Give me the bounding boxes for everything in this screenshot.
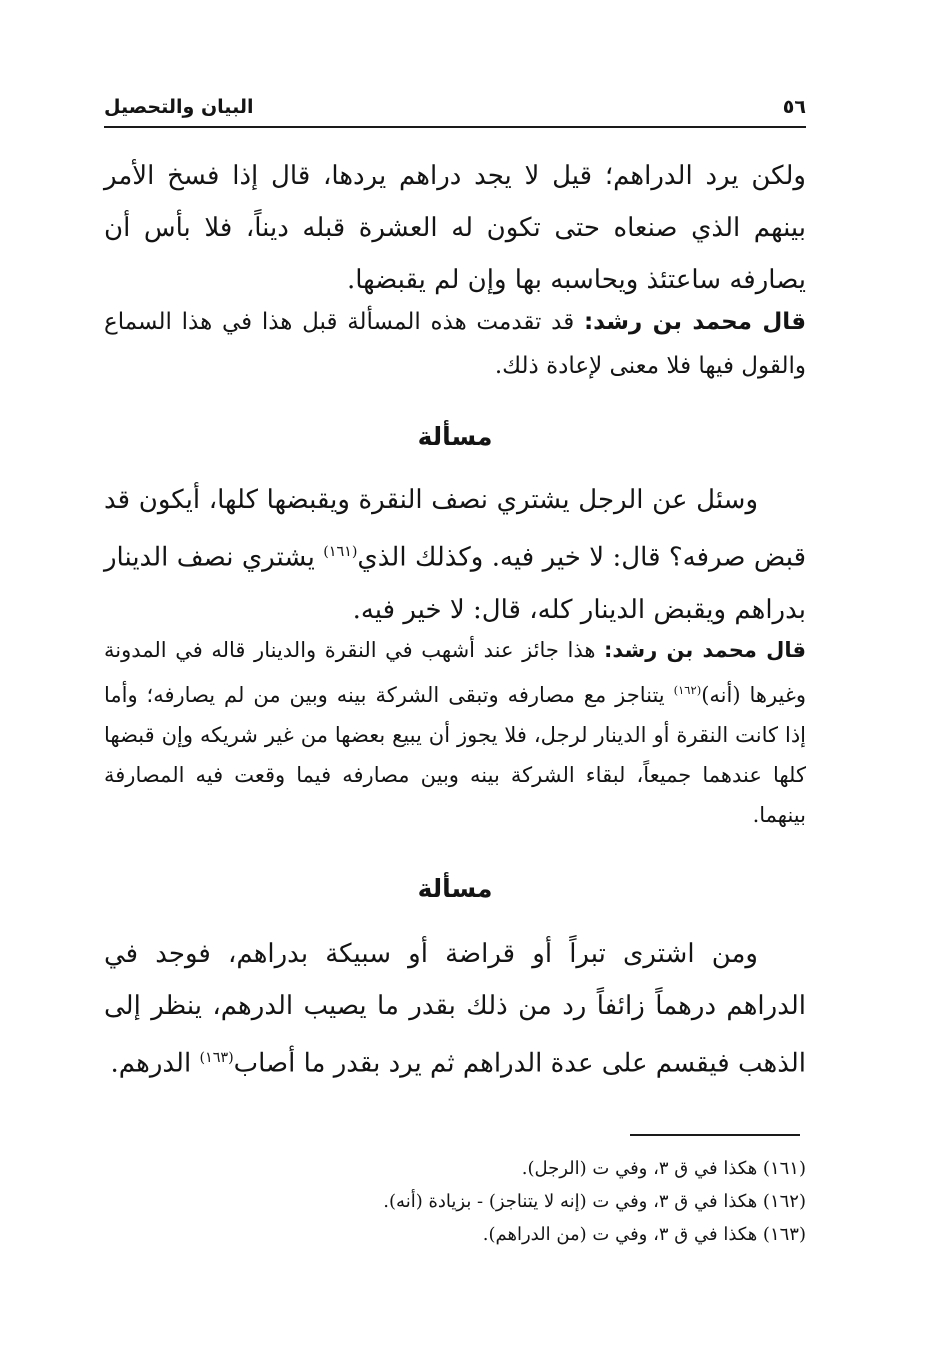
commentary-lead: قال محمد بن رشد:	[604, 638, 806, 662]
commentary-2	[104, 630, 806, 835]
page-number: ٥٦	[782, 96, 806, 118]
paragraph-text	[104, 928, 806, 1090]
footnote-163: (١٦٣) هكذا في ق ٣، وفي ت (من الدراهم).	[482, 1224, 806, 1245]
commentary-1	[104, 300, 806, 388]
footnote-ref-163: (١٦٣)	[199, 1050, 234, 1066]
commentary-lead: قال محمد بن رشد:	[583, 309, 807, 335]
commentary-text	[104, 630, 806, 835]
paragraph-part: وسئل عن الرجل يشتري نصف النقرة ويقبضها كلها، أيكون قد قبض صرفه؟ قال: لا خير فيه. وكذلك الذي	[104, 485, 806, 573]
commentary-body: هذا جائز عند أشهب في النقرة والدينار قاله في المدونة وغيرها (أنه)	[104, 638, 806, 707]
footnote-ref-162: (١٦٢)	[673, 683, 702, 697]
paragraph-part: يشتري نصف الدينار بدراهم ويقبض الدينار كله، قال: لا خير فيه.	[104, 542, 806, 625]
footnote-separator	[630, 1134, 800, 1136]
footnote-161: (١٦١) هكذا في ق ٣، وفي ت (الرجل).	[521, 1158, 806, 1179]
footnotes	[104, 1152, 806, 1251]
footnote-ref-161: (١٦١)	[323, 544, 358, 560]
book-title: البيان والتحصيل	[104, 96, 254, 118]
footnote-162: (١٦٢) هكذا في ق ٣، وفي ت (إنه لا يتناجز) - بزيادة (أنه).	[383, 1191, 806, 1212]
paragraph-text	[104, 474, 806, 636]
paragraph-text: ولكن يرد الدراهم؛ قيل لا يجد دراهم يردها، قال إذا فسخ الأمر بينهم الذي صنعاه حتى تكون له العشرة قبله ديناً، فلا بأس أن يصارفه ساعتئذ ويحاسبه بها وإن لم يقبضها.	[104, 161, 806, 295]
main-paragraph-2	[104, 474, 806, 636]
commentary-body: يتناجز مع مصارفه وتبقى الشركة بينه وبين من لم يصارفه؛ وأما إذا كانت النقرة أو الدينار لرجل، فلا يجوز أن يبيع بعضها من غير شريكه وإن قبضها كلها عندهما جميعاً، لبقاء الشركة بينه وبين مصارفه فيما وقعت فيه المصارفة بينهما.	[104, 683, 806, 827]
commentary-text	[104, 300, 806, 388]
main-paragraph-3	[104, 928, 806, 1090]
section-heading-1: مسألة	[417, 422, 493, 451]
section-heading-2: مسألة	[417, 874, 493, 903]
paragraph-part: ومن اشترى تبراً أو قراضة أو سبيكة بدراهم، فوجد في الدراهم درهماً زائفاً رد من ذلك بقدر ما يصيب الدرهم، ينظر إلى الذهب فيقسم على عدة الدراهم ثم يرد بقدر ما أصاب	[104, 939, 806, 1079]
paragraph-part: الدرهم.	[110, 1048, 200, 1079]
main-paragraph-1	[104, 150, 806, 306]
running-header	[104, 96, 806, 128]
commentary-body: قد تقدمت هذه المسألة قبل هذا في هذا السماع والقول فيها فلا معنى لإعادة ذلك.	[104, 309, 806, 379]
